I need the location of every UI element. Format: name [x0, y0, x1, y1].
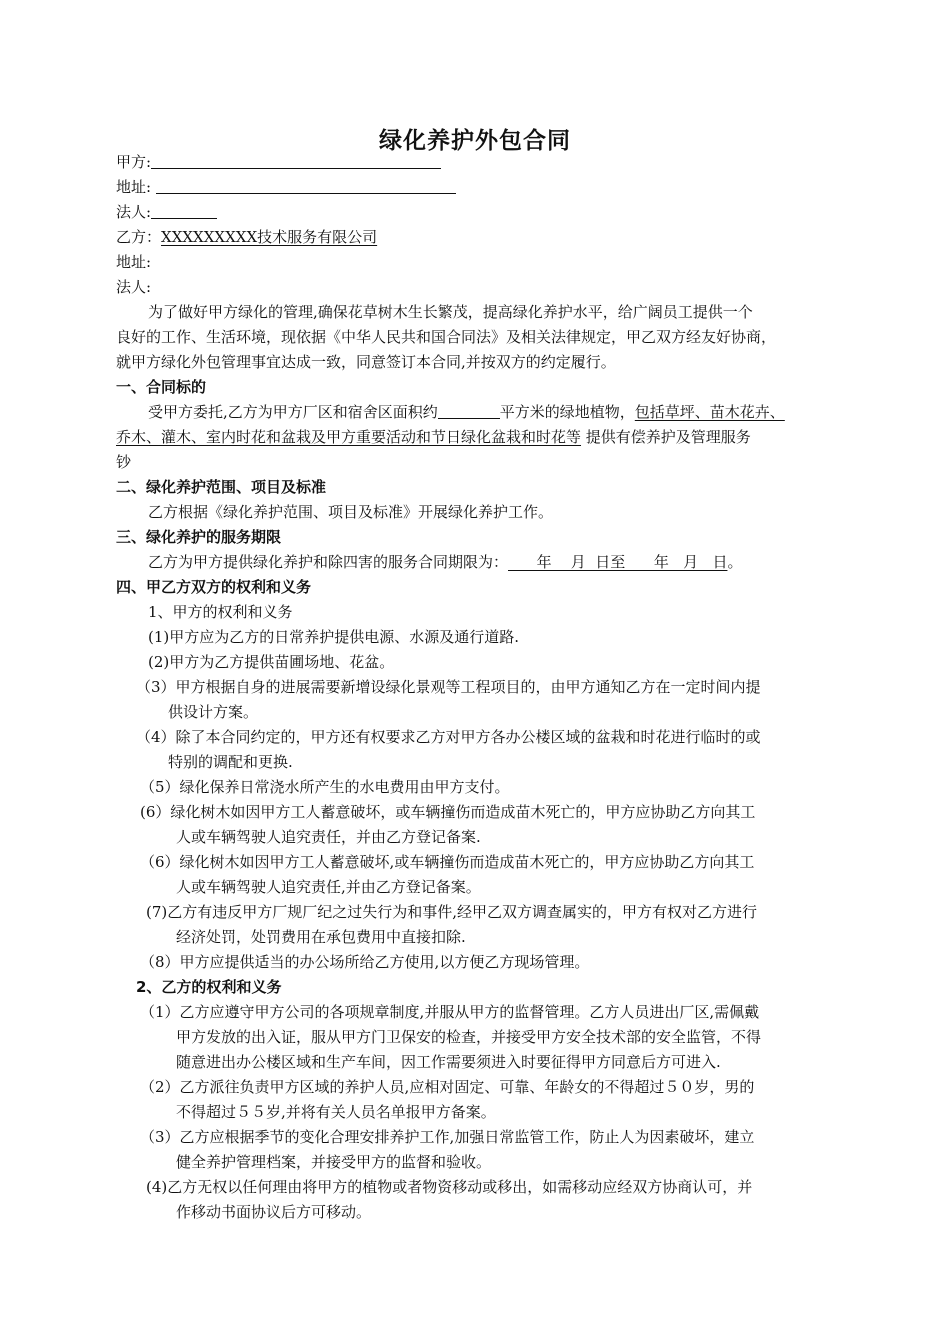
party-a-item-7-line-2: 经济处罚，处罚费用在承包费用中直接扣除. — [176, 928, 466, 946]
party-a-legal-line — [116, 202, 217, 222]
area-blank — [438, 404, 500, 419]
party-a-item-7-line-1: (7)乙方有违反甲方厂规厂纪之过失行为和事件,经甲乙双方调查属实的，甲方有权对乙方进行 — [146, 903, 758, 921]
intro-line-1: 为了做好甲方绿化的管理,确保花草树木生长繁茂，提高绿化养护水平，给广阔员工提供一个 — [148, 303, 753, 321]
party-a-item-6b-line-1: （6）绿化树木如因甲方工人蓄意破坏,或车辆撞伤而造成苗木死亡的，甲方应协助乙方向其工 — [140, 853, 755, 871]
party-a-item-5: （5）绿化保养日常浇水所产生的水电费用由甲方支付。 — [140, 778, 510, 796]
service-period-dates: 年 月 日至 年 月 日 — [508, 553, 728, 571]
party-a-address-blank — [156, 179, 456, 194]
section-1-line-3: 钞 — [116, 453, 132, 471]
intro-line-2: 良好的工作、生活环境，现依据《中华人民共和国合同法》及相关法律规定，甲乙双方经友好协商， — [116, 328, 777, 346]
party-a-item-3-line-2: 供设计方案。 — [168, 703, 259, 721]
section-2-heading: 二、绿化养护范围、项目及标准 — [116, 478, 327, 496]
party-b-item-3-line-1: （3）乙方应根据季节的变化合理安排养护工作,加强日常监管工作，防止人为因素破坏，建立 — [140, 1128, 755, 1146]
party-b-item-2-line-1: （2）乙方派往负责甲方区域的养护人员,应相对固定、可靠、年龄女的不得超过５０岁，男的 — [140, 1078, 755, 1096]
section-1-text-a: 受甲方委托,乙方为甲方厂区和宿舍区面积约 — [148, 403, 438, 421]
section-4-heading: 四、甲乙方双方的权利和义务 — [116, 578, 312, 596]
party-a-item-1: (1)甲方应为乙方的日常养护提供电源、水源及通行道路. — [148, 628, 520, 646]
party-b-item-1-line-1: （1）乙方应遵守甲方公司的各项规章制度,并服从甲方的监督管理。乙方人员进出厂区,需佩戴 — [140, 1003, 760, 1021]
party-a-item-8: （8）甲方应提供适当的办公场所给乙方使用,以方便乙方现场管理。 — [140, 953, 590, 971]
section-1-scope-underlined: 乔木、灌木、室内时花和盆栽及甲方重要活动和节日绿化盆栽和时花等 — [116, 428, 582, 446]
party-b-item-4-line-2: 作移动书面协议后方可移动。 — [176, 1203, 372, 1221]
party-a-item-6-line-1: (6）绿化树木如因甲方工人蓄意破坏，或车辆撞伤而造成苗木死亡的，甲方应协助乙方向其工 — [140, 803, 756, 821]
section-4-sub-1: 1、甲方的权利和义务 — [148, 603, 293, 621]
section-1-line-1 — [148, 402, 785, 422]
section-1-line-2 — [116, 427, 751, 447]
party-a-item-4-line-2: 特别的调配和更换. — [168, 753, 293, 771]
party-b-label: 乙方： — [116, 228, 162, 246]
party-b-item-1-line-2: 甲方发放的出入证，服从甲方门卫保安的检查，并接受甲方安全技术部的安全监管，不得 — [176, 1028, 762, 1046]
party-b-legal-label: 法人: — [116, 278, 152, 296]
party-a-address-line — [116, 177, 456, 197]
section-3-heading: 三、绿化养护的服务期限 — [116, 528, 282, 546]
section-4-sub-2: 2、乙方的权利和义务 — [136, 978, 282, 996]
party-a-item-6b-line-2: 人或车辆驾驶人追究责任,并由乙方登记备案。 — [176, 878, 481, 896]
party-b-address-label: 地址: — [116, 253, 152, 271]
party-b-item-1-line-3: 随意进出办公楼区域和生产车间，因工作需要须进入时要征得甲方同意后方可进入. — [176, 1053, 721, 1071]
intro-line-3: 就甲方绿化外包管理事宜达成一致，同意签订本合同,并按双方的约定履行。 — [116, 353, 616, 371]
section-3-end: 。 — [727, 553, 743, 571]
party-b-item-2-line-2: 不得超过５５岁,并将有关人员名单报甲方备案。 — [176, 1103, 496, 1121]
party-b-item-3-line-2: 健全养护管理档案，并接受甲方的监督和验收。 — [176, 1153, 492, 1171]
party-a-item-2: (2)甲方为乙方提供苗圃场地、花盆。 — [148, 653, 395, 671]
section-1-heading: 一、合同标的 — [116, 378, 207, 396]
section-1-text-c: 包括草坪、苗木花卉、 — [634, 403, 785, 421]
section-3-line — [148, 552, 742, 572]
party-a-legal-label: 法人: — [116, 203, 152, 221]
section-1-text-b: 平方米的绿地植物， — [499, 403, 635, 421]
party-a-address-label: 地址: — [116, 178, 152, 196]
party-b-line — [116, 227, 377, 247]
party-a-blank — [151, 154, 441, 169]
section-2-text: 乙方根据《绿化养护范围、项目及标准》开展绿化养护工作。 — [148, 503, 554, 521]
party-b-name: XXXXXXXXX技术服务有限公司 — [161, 228, 378, 246]
party-a-item-6-line-2: 人或车辆驾驶人追究责任，并由乙方登记备案. — [176, 828, 481, 846]
party-a-line — [116, 152, 441, 172]
party-a-item-4-line-1: （4）除了本合同约定的，甲方还有权要求乙方对甲方各办公楼区域的盆栽和时花进行临时的或 — [136, 728, 761, 746]
party-b-item-4-line-1: (4)乙方无权以任何理由将甲方的植物或者物资移动或移出，如需移动应经双方协商认可，并 — [146, 1178, 753, 1196]
party-a-legal-blank — [151, 204, 217, 219]
section-3-text: 乙方为甲方提供绿化养护和除四害的服务合同期限为： — [148, 553, 509, 571]
party-a-label: 甲方: — [116, 153, 152, 171]
section-1-scope-rest: 提供有偿养护及管理服务 — [581, 428, 751, 446]
party-a-item-3-line-1: （3）甲方根据自身的进展需要新增设绿化景观等工程项目的，由甲方通知乙方在一定时间内提 — [136, 678, 761, 696]
document-title: 绿化养护外包合同 — [379, 128, 571, 154]
